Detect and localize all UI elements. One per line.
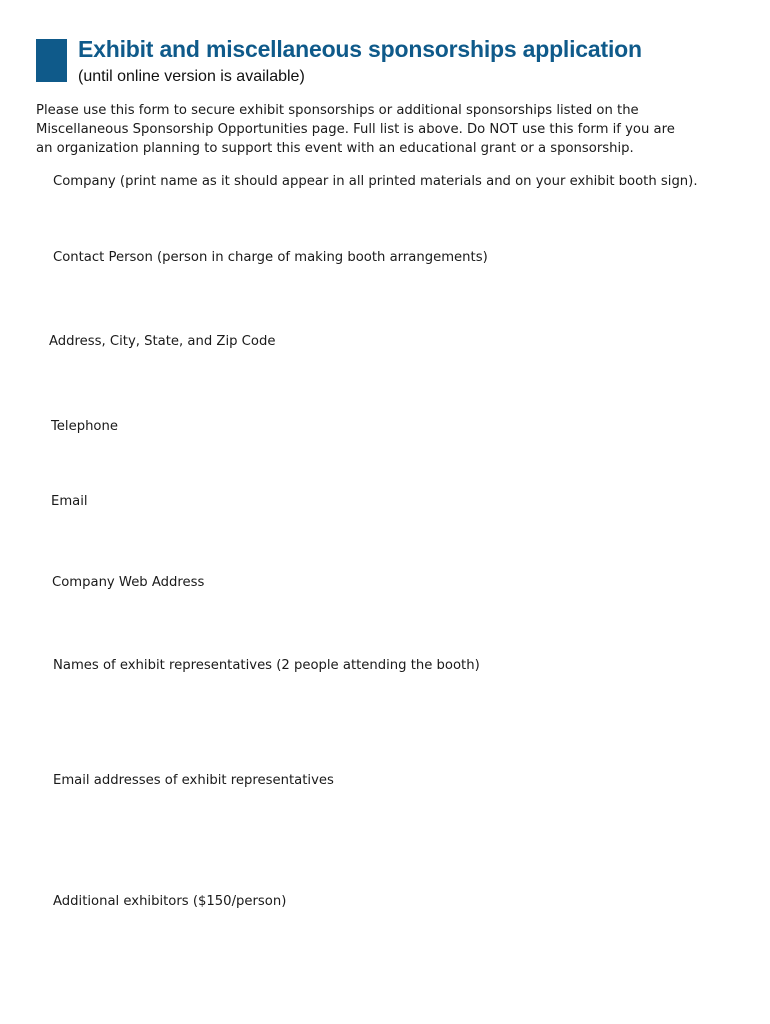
email-label: Email: [51, 494, 88, 509]
contact-person-label: Contact Person (person in charge of making booth arrangements): [53, 250, 488, 265]
page-title: Exhibit and miscellaneous sponsorships application: [78, 36, 642, 62]
intro-paragraph: [36, 101, 736, 158]
intro-line: Please use this form to secure exhibit sponsorships or additional sponsorships listed on the: [36, 103, 639, 118]
web-address-label: Company Web Address: [52, 575, 205, 590]
intro-line: Miscellaneous Sponsorship Opportunities page. Full list is above. Do NOT use this form if you are: [36, 122, 675, 137]
page-subtitle: (until online version is available): [78, 68, 305, 85]
company-label: Company (print name as it should appear in all printed materials and on your exhibit booth sign).: [53, 174, 698, 189]
additional-exhibitors-label: Additional exhibitors ($150/person): [53, 894, 287, 909]
telephone-label: Telephone: [51, 419, 118, 434]
representatives-label: Names of exhibit representatives (2 people attending the booth): [53, 658, 480, 673]
address-label: Address, City, State, and Zip Code: [49, 334, 276, 349]
intro-line: an organization planning to support this event with an educational grant or a sponsorship.: [36, 141, 634, 156]
representative-emails-label: Email addresses of exhibit representatives: [53, 773, 334, 788]
title-accent-bar: [36, 39, 67, 82]
